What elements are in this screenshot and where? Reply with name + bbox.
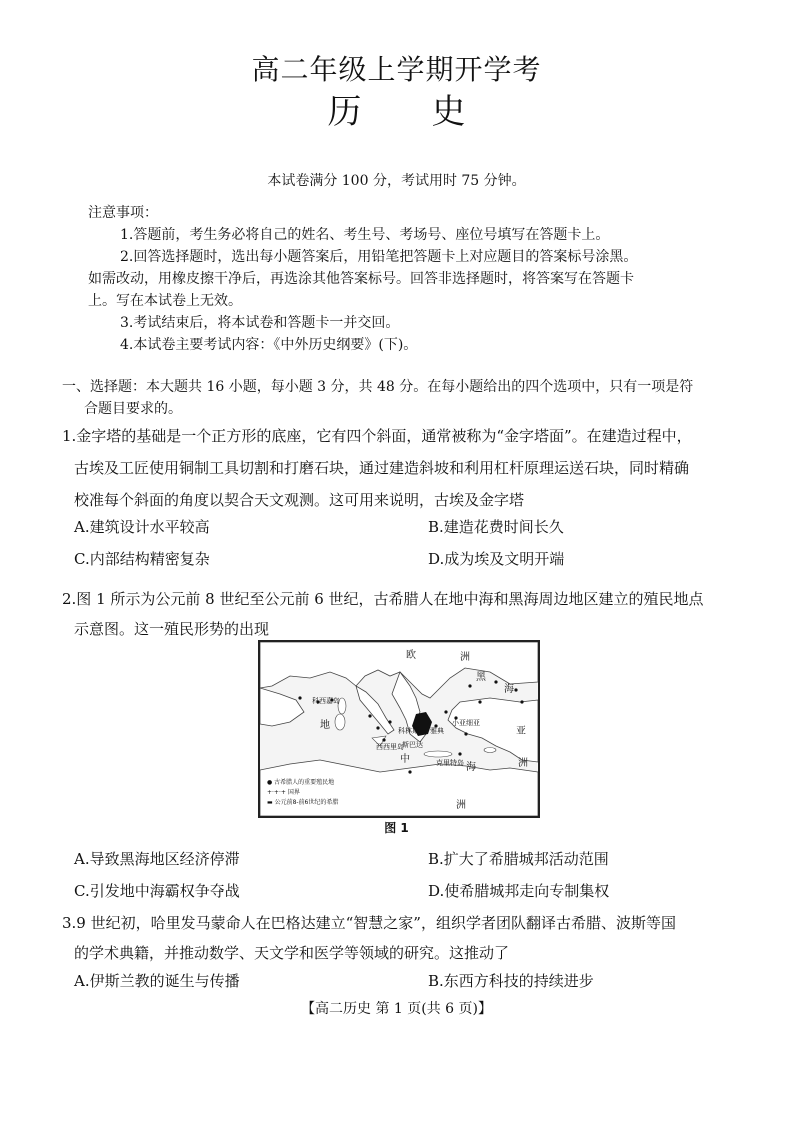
q2-option-c: C.引发地中海霸权争夺战	[74, 882, 240, 900]
legend-item-greece: ▬ 公元前8-前6世纪的希腊	[267, 799, 339, 806]
q3-stem-line2: 的学术典籍，并推动数学、天文学和医学等领域的研究。这推动了	[74, 944, 510, 962]
q3-stem-line1: 3.9 世纪初，哈里发马蒙命人在巴格达建立“智慧之家”，组织学者团队翻译古希腊、波斯等国	[62, 914, 676, 932]
q1-stem-line2: 古埃及工匠使用铜制工具切割和打磨石块，通过建造斜坡和利用杠杆原理运送石块，同时精确	[74, 459, 690, 477]
map-legend	[264, 776, 384, 812]
figure-caption: 图 1	[384, 821, 409, 835]
map-label-africa-2: 洲	[456, 800, 466, 811]
legend-item-border: +·+·+ 国界	[267, 789, 300, 796]
map-label-corinth: 科林斯	[398, 727, 419, 735]
map-label-asia-1: 亚	[516, 726, 526, 737]
note-item-4: 4.本试卷主要考试内容：《中外历史纲要》(下)。	[120, 337, 418, 353]
map-label-asia-minor: 小亚细亚	[452, 719, 480, 727]
map-label-blacksea-1: 黑	[476, 672, 486, 683]
map-label-europe-1: 欧	[406, 650, 416, 661]
exam-title: 高二年级上学期开学考	[251, 53, 542, 86]
map-label-med-1: 地	[320, 720, 330, 731]
note-item-2-cont2: 上。写在本试卷上无效。	[88, 293, 242, 309]
q2-stem-line2: 示意图。这一殖民形势的出现	[74, 620, 270, 638]
q2-option-a: A.导致黑海地区经济停滞	[74, 850, 240, 868]
q2-option-d: D.使希腊城邦走向专制集权	[428, 882, 610, 900]
q2-option-b: B.扩大了希腊城邦活动范围	[428, 850, 609, 868]
notes-heading: 注意事项：	[88, 205, 158, 221]
section-heading: 一、选择题：本大题共 16 小题，每小题 3 分，共 48 分。在每小题给出的四个选项中，只有一项是符	[62, 379, 694, 395]
subject-title: 历史	[327, 92, 536, 132]
section-heading-cont: 合题目要求的。	[84, 401, 182, 417]
note-item-1: 1.答题前，考生务必将自己的姓名、考生号、考场号、座位号填写在答题卡上。	[120, 227, 610, 243]
legend-item-colony: ● 古希腊人的重要殖民地	[267, 779, 335, 786]
map-label-blacksea-2: 海	[504, 684, 514, 695]
exam-info: 本试卷满分 100 分，考试用时 75 分钟。	[267, 173, 526, 189]
q2-stem-line1: 2.图 1 所示为公元前 8 世纪至公元前 6 世纪，古希腊人在地中海和黑海周边地区建立的殖民地点	[62, 590, 704, 608]
map-label-sicily: 西西里岛	[376, 743, 404, 751]
q1-option-c: C.内部结构精密复杂	[74, 550, 210, 568]
q1-stem-line1: 1.金字塔的基础是一个正方形的底座，它有四个斜面，通常被称为“金字塔面”。在建造过程中，	[62, 427, 692, 445]
map-label-asia-2: 洲	[518, 758, 528, 769]
q1-option-a: A.建筑设计水平较高	[74, 518, 210, 536]
q1-option-b: B.建造花费时间长久	[428, 518, 564, 536]
q1-option-d: D.成为埃及文明开端	[428, 550, 565, 568]
colony-map	[258, 640, 540, 818]
map-label-med-2: 中	[400, 754, 410, 765]
note-item-3: 3.考试结束后，将本试卷和答题卡一并交回。	[120, 315, 400, 331]
q3-option-b: B.东西方科技的持续进步	[428, 972, 594, 990]
note-item-2-cont: 如需改动，用橡皮擦干净后，再选涂其他答案标号。回答非选择题时，将答案写在答题卡	[88, 271, 634, 287]
q3-option-a: A.伊斯兰教的诞生与传播	[74, 972, 240, 990]
page-footer: 【高二历史 第 1 页(共 6 页)】	[301, 1001, 492, 1017]
q1-stem-line3: 校准每个斜面的角度以契合天文观测。这可用来说明，古埃及金字塔	[74, 491, 525, 509]
note-item-2: 2.回答选择题时，选出每小题答案后，用铅笔把答题卡上对应题目的答案标号涂黑。	[120, 249, 638, 265]
map-label-athens: 雅典	[430, 727, 444, 735]
map-label-crete: 克里特岛	[436, 759, 464, 767]
map-label-corsica: 科西嘉岛	[312, 697, 340, 705]
map-label-sparta: 斯巴达	[402, 741, 423, 749]
map-label-med-3: 海	[466, 762, 476, 773]
map-label-europe-2: 洲	[460, 652, 470, 663]
